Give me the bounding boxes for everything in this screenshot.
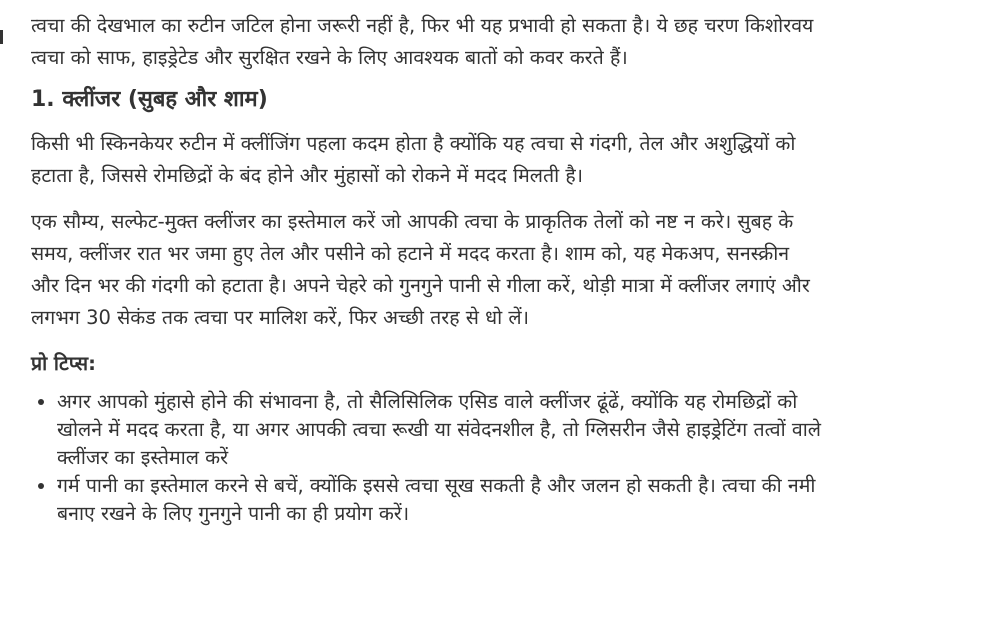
edge-mark [0, 30, 3, 44]
section-heading: 1. क्लींजर (सुबह और शाम) [31, 87, 268, 112]
intro-paragraph: त्वचा की देखभाल का रुटीन जटिल होना जरूरी नहीं है, फिर भी यह प्रभावी हो सकता है। ये छह चरण किशोरवय त्वचा को साफ, हाइड्रेटेड और सुरक्षित रखने के लिए आवश्यक बातों को कवर करते हैं। [31, 14, 814, 69]
list-item: • गर्म पानी का इस्तेमाल करने से बचें, क्योंकि इससे त्वचा सूख सकती है और जलन हो सकती है। त्वचा की नमी बनाए रखने के लिए गुनगुने पानी का ही प्रयोग करें। [57, 472, 821, 528]
pro-tips-title: प्रो टिप्स: [31, 352, 96, 375]
cleanser-usage-paragraph: एक सौम्य, सल्फेट-मुक्त क्लींजर का इस्तेमाल करें जो आपकी त्वचा के प्राकृतिक तेलों को नष्ट न करे। सुबह के समय, क्लींजर रात भर जमा हुए तेल और पसीने को हटाने में मदद करता है। शाम को, यह मेकअप, सनस्क्रीन और दिन भर की गंदगी को हटाता है। अपने चेहरे को गुनगुने पानी से गीला करें, थोड़ी मात्रा में क्लींजर लगाएं और लगभग 30 सेकंड तक त्वचा पर मालिश करें, फिर अच्छी तरह से धो लें। [31, 210, 810, 329]
pro-tips-list [31, 388, 821, 528]
cleansing-paragraph: किसी भी स्किनकेयर रुटीन में क्लींजिंग पहला कदम होता है क्योंकि यह त्वचा से गंदगी, तेल और अशुद्धियों को हटाता है, जिससे रोमछिद्रों के बंद होने और मुंहासों को रोकने में मदद मिलती है। [31, 132, 796, 187]
article-content [31, 10, 821, 528]
list-item: • अगर आपको मुंहासे होने की संभावना है, तो सैलिसिलिक एसिड वाले क्लींजर ढूंढें, क्योंकि यह रोमछिद्रों को खोलने में मदद करता है, या अगर आपकी त्वचा रूखी या संवेदनशील है, तो ग्लिसरीन जैसे हाइड्रेटिंग तत्वों वाले क्लींजर का इस्तेमाल करें [57, 388, 821, 472]
